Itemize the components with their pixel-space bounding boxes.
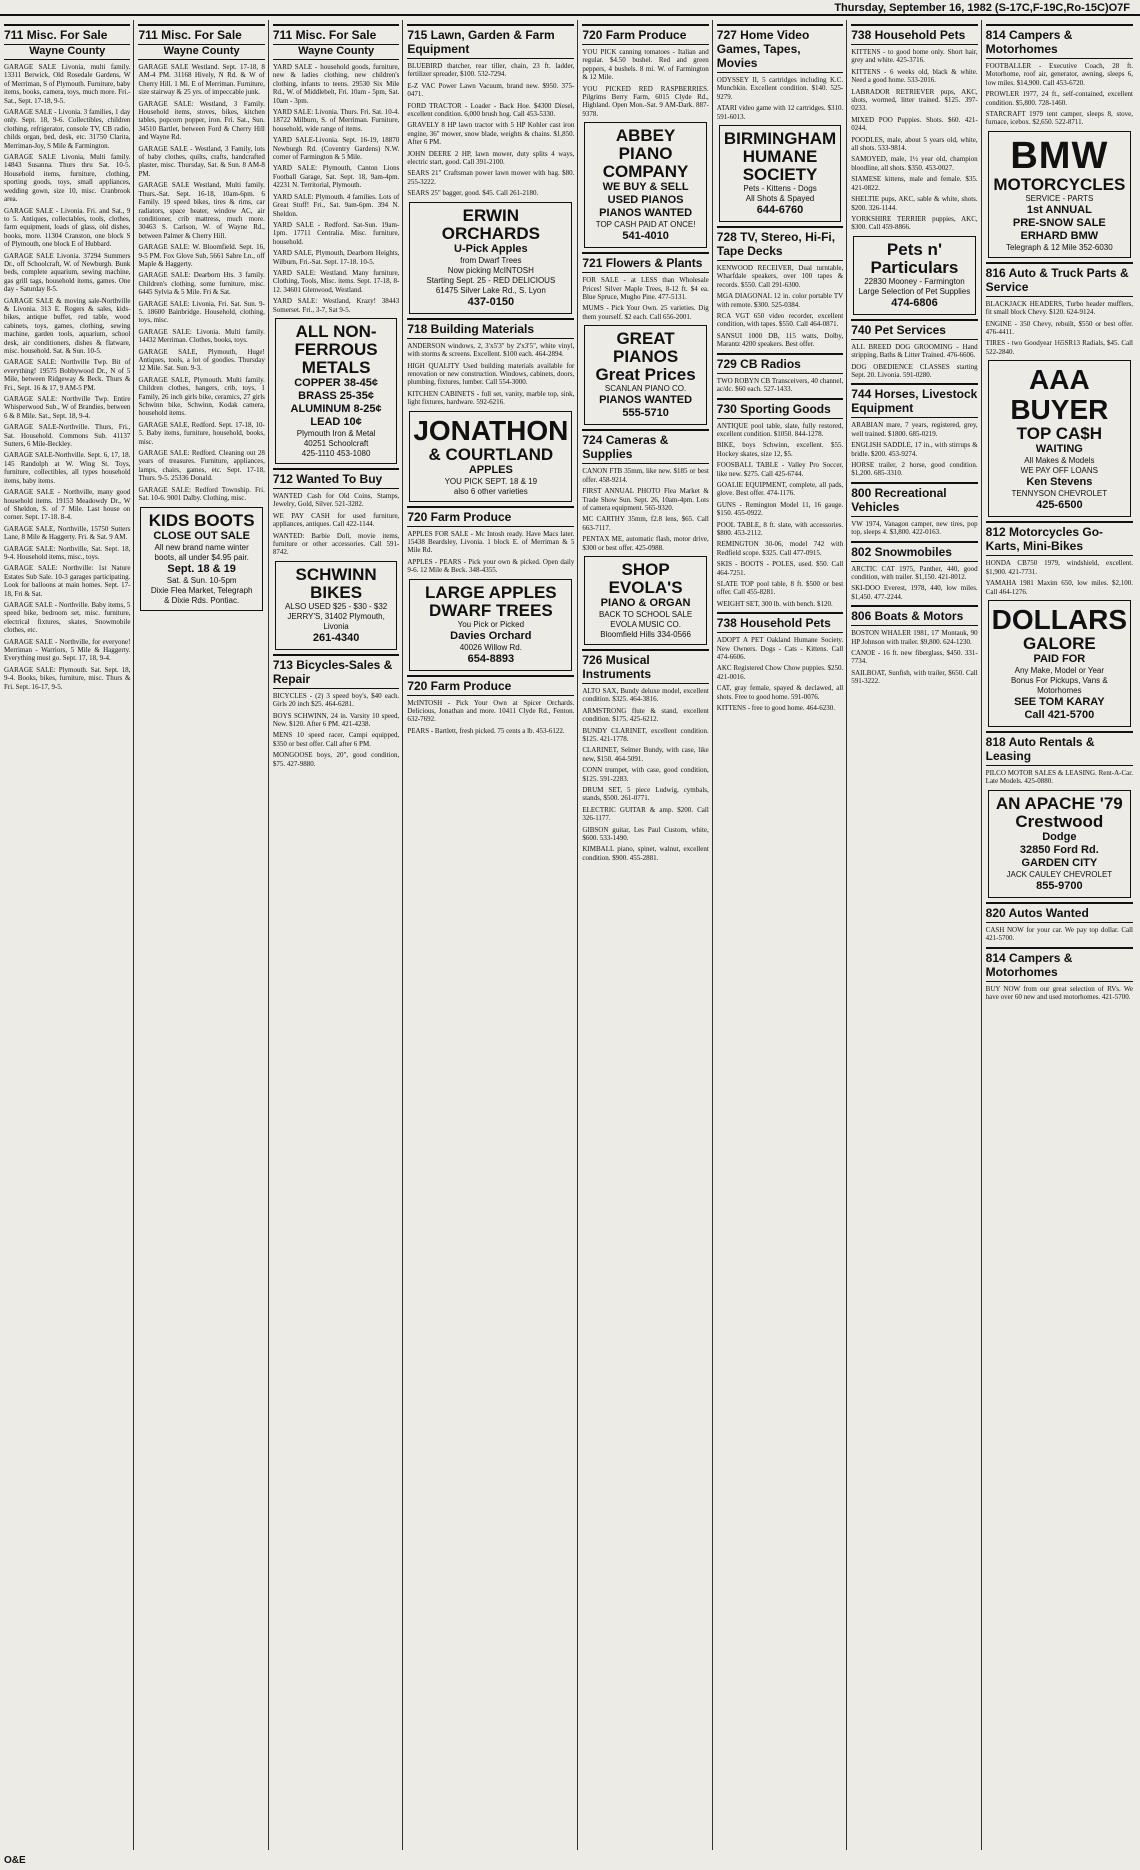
classified-ad: KITTENS - 6 weeks old, black & white. Need a good home. 533-2016. bbox=[851, 67, 978, 85]
section-heading: 800 Recreational Vehicles bbox=[851, 482, 977, 517]
classified-ad: GARAGE SALE: W. Bloomfield. Sept. 16, 9-5 PM. Fox Glove Sub, 5661 Sabre Ln., off Maple & Haggerty. bbox=[138, 243, 265, 268]
classified-ad: GARAGE SALE: Redford. Cleaning out 28 years of treasures. Furniture, appliances, lamps, chairs, games, etc. Sept. 17-18, Thurs. 9-5. 25336 Donald. bbox=[138, 449, 265, 483]
display-ad-line: SEE TOM KARAY bbox=[1014, 695, 1105, 708]
display-ad-box bbox=[988, 131, 1131, 258]
display-ad-line: DWARF TREES bbox=[428, 600, 553, 620]
section-heading: 816 Auto & Truck Parts & Service bbox=[986, 262, 1133, 297]
classified-ad: GOALIE EQUIPMENT, complete, all pads, glove. Best offer. 474-1176. bbox=[716, 480, 844, 498]
classified-ad: SLATE TOP pool table, 8 ft. $500 or best offer. Call 455-8281. bbox=[716, 580, 844, 597]
classified-ad: MUMS - Pick Your Own. 25 varieties. Dig them yourself. $2 each. Call 656-2001. bbox=[582, 304, 709, 321]
classified-ad: SHELTIE pups, AKC, sable & white, shots. $200. 326-1144. bbox=[851, 195, 978, 212]
column-3 bbox=[273, 20, 403, 1850]
classified-ad: REMINGTON 30-06, model 742 with Redfield scope. $325. Call 477-0915. bbox=[716, 540, 844, 557]
display-ad-line: TENNYSON CHEVROLET bbox=[1011, 489, 1108, 499]
display-ad-line: LARGE APPLES bbox=[425, 582, 557, 602]
classified-ad: LABRADOR RETRIEVER pups, AKC, shots, wormed, litter trained. $125. 397-0233. bbox=[851, 87, 978, 113]
classified-ad: STARCRAFT 1979 tent camper, sleeps 8, stove, furnace, icebox. $2,650. 522-8711. bbox=[985, 110, 1133, 127]
display-ad-line: Plymouth Iron & Metal bbox=[296, 428, 376, 438]
display-ad-box bbox=[275, 561, 397, 650]
classified-ad: ODYSSEY II, 5 cartridges including K.C. Munchkin. Excellent condition. $140. 525-9279. bbox=[716, 76, 844, 101]
display-ad-line: 425-1110 453-1080 bbox=[301, 448, 371, 458]
classified-ad: ARABIAN mare, 7 years, registered, grey, well trained. $1800. 685-0219. bbox=[851, 421, 978, 438]
display-ad-box bbox=[409, 411, 572, 502]
section-heading: 712 Wanted To Buy bbox=[273, 468, 399, 489]
classified-ad: KITTENS - free to good home. 464-6230. bbox=[716, 704, 835, 713]
section-heading: 724 Cameras & Supplies bbox=[582, 429, 708, 464]
classified-ad: WANTED Cash for Old Coins, Stamps, Jewelry, Gold, Silver. 521-3282. bbox=[272, 491, 400, 509]
classified-ad: WANTED: Barbie Doll, movie items, furniture or other accessories. Call 591-8742. bbox=[272, 531, 400, 557]
display-ad-line: Dixie Flea Market, Telegraph bbox=[150, 585, 253, 595]
classified-ad: YARD SALE: Plymouth. 4 families. Lots of Great Stuff! Fri., Sat. 9am-6pm. 394 N. Sheldon. bbox=[272, 192, 400, 218]
classified-ad: MIXED POO Puppies. Shots. $60. 421-0244. bbox=[851, 115, 978, 133]
classified-ad: KITTENS - to good home only. Short hair, grey and white. 425-3716. bbox=[851, 48, 978, 65]
classified-ad: GARAGE SALE: Northville Twp. Bit of everything! 19575 Bobbywood Dr., N of 5 Mile, between Ridgeway & Beck. Thurs & Fri., Sept. 16 & 17, 9 AM-5 PM. bbox=[4, 358, 131, 392]
display-ad-line: boots, all under $4.95 pair. bbox=[154, 552, 249, 562]
display-ad-line: EVOLA MUSIC CO. bbox=[610, 619, 681, 629]
classified-ad: VW 1974, Vanagon camper, new tires, pop top, sleeps 4. $3,800. 422-0163. bbox=[851, 519, 978, 537]
classified-ad: CAT, gray female, spayed & declawed, all shots. Free to good home. 591-0076. bbox=[716, 684, 844, 701]
section-heading: 713 Bicycles-Sales & Repair bbox=[273, 654, 399, 689]
classified-ad: YOU PICK canning tomatoes - Italian and regular. $4.50 bushel. Red and green peppers, 4 bushels. 8 mi. W. of Farmington & 12 Mile. bbox=[582, 48, 709, 82]
classified-ad: GARAGE SALE - Northville, for everyone! Merriman - Warriors, 5 Mile & Haggerty. Everything must go. Sept. 17, 18, 9-4. bbox=[4, 637, 131, 663]
classified-ad: ATARI video game with 12 cartridges. $310. 591-6013. bbox=[716, 104, 844, 121]
classified-ad: YARD SALE - household goods, furniture, new & ladies clothing, new children's clothing, infants to teens. 29530 Six Mile Rd., W. of Middlebelt, Fri. 10am - 5pm, Sat. 10am - 3pm. bbox=[272, 63, 400, 105]
classified-ad: WE PAY CASH for used furniture, appliances, antiques. Call 422-1144. bbox=[272, 511, 400, 529]
classified-ad: TWO ROBYN CB Transceivers, 40 channel, ac/dc. $60 each. 527-1433. bbox=[716, 376, 844, 394]
classified-ad: HONDA CB750 1979, windshield, excellent. $1,900. 421-7731. bbox=[985, 559, 1133, 576]
page-code: O&E bbox=[4, 1855, 26, 1866]
display-ad-line: MOTORCYCLES bbox=[993, 174, 1126, 194]
display-ad-line: Call 421-5700 bbox=[1024, 708, 1095, 721]
top-rule bbox=[0, 14, 1140, 16]
classified-ad: KENWOOD RECEIVER, Dual turntable, Wharfdale speakers, over 100 tapes & records. $550. Call 291-6300. bbox=[716, 264, 844, 289]
display-ad-line: BIRMINGHAM HUMANE bbox=[723, 129, 837, 167]
display-ad-line: PIANO & ORGAN bbox=[600, 596, 691, 609]
classified-ad: GARAGE SALE: Dearborn Hts. 3 family. Children's clothing, some furniture, misc. 6445 Sylvia & 5 Mile. Fri & Sat. bbox=[138, 271, 265, 297]
classified-ad: YOU PICKED RED RASPBERRIES. Pilgrims Berry Farm, 6015 Clyde Rd., Highland. Open Mon.-Sat. 9 AM-Dark. 887-9378. bbox=[582, 84, 709, 118]
section-heading: 730 Sporting Goods bbox=[717, 398, 843, 419]
display-ad-line: Bonus For Pickups, Vans & Motorhomes bbox=[1010, 675, 1108, 695]
classified-ad: MGA DIAGONAL 12 in. color portable TV with remote. $300. 525-0384. bbox=[716, 292, 844, 309]
classified-ad: YARD SALE: Westland. Many furniture, Clothing, Tools, Misc. items. Sept. 17-18, 8-12. 34601 Glenwood, Westland. bbox=[272, 268, 400, 294]
classified-ad: HIGH QUALITY Used building materials available for renovation or new construction. Windows, cabinets, doors, plumbing, fixtures, lumber. Call 554-3000. bbox=[407, 361, 575, 387]
classified-ad: GARAGE SALE Livonia, Multi family. 14843 Susanna. Thurs thru Sat. 10-5. Household items, furniture, clothing, sporting goods, toys, small appliances, wedding gown, size 10, misc. Cranbrook area. bbox=[4, 153, 131, 204]
classified-ad: GARAGE SALE: Livonia, Fri. Sat. Sun. 9-5. 18600 Bainbridge. Household, clothing, toys, misc. bbox=[138, 299, 265, 325]
display-ad-line: All Makes & Models bbox=[1024, 456, 1095, 466]
classified-ad: PROWLER 1977, 24 ft., self-contained, excellent condition. $5,800. 728-1460. bbox=[985, 90, 1133, 107]
display-ad-line: All Shots & Spayed bbox=[745, 194, 815, 204]
display-ad-line: DOLLARS bbox=[991, 603, 1127, 635]
classified-ad: HORSE trailer, 2 horse, good condition. $1,200. 685-3310. bbox=[851, 460, 978, 478]
display-ad-line: 1st ANNUAL bbox=[1026, 203, 1092, 216]
section-heading: 726 Musical Instruments bbox=[582, 649, 708, 684]
display-ad-line: 40251 Schoolcraft bbox=[303, 438, 369, 448]
classified-ad: GARAGE SALE Livonia. 37294 Summers Dr., off Schoolcraft, W. of Newburgh. Bunk beds, complete aquarium, sewing machine, gas grill tags, household items, games. One day - Saturday 8-5. bbox=[4, 251, 131, 294]
classified-ad: YARD SALE: Westland, Krazy! 38443 Somerset. Fri., 3-7, Sat 9-5. bbox=[272, 297, 400, 314]
classified-ad: ANDERSON windows, 2, 3'x5'3" by 2'x3'5", white vinyl, with storms & screens. Excellent. $100 each. 464-2894. bbox=[407, 341, 575, 359]
display-ad-line: Now picking McINTOSH bbox=[447, 265, 534, 275]
display-ad-line: SOCIETY bbox=[742, 165, 818, 185]
display-ad-line: GREAT PIANOS bbox=[612, 329, 679, 367]
display-ad-box bbox=[988, 600, 1131, 727]
classified-ad: PEARS - Bartlett, fresh picked. 75 cents a lb. 453-6122. bbox=[407, 726, 565, 735]
classified-ad: DOG OBEDIENCE CLASSES starting Sept. 20. Livonia. 591-0280. bbox=[851, 362, 978, 379]
display-ad-line: 40026 Willow Rd. bbox=[459, 642, 522, 652]
classified-ad: AKC Registered Chow Chow puppies. $250. 421-0016. bbox=[716, 664, 844, 681]
display-ad-line: GALORE bbox=[1022, 633, 1096, 653]
section-subheading: Wayne County bbox=[138, 45, 264, 60]
classified-ad: GARAGE SALE - Livonia. Fri. and Sat., 9 to 5. Antiques, collectables, tools, clothes, farm equipment, loads of glass, old dishes, books, more. 11304 Cranston, one block S of Plymouth, one block E of Hubbard. bbox=[4, 206, 131, 249]
display-ad-line: 644-6760 bbox=[756, 204, 804, 217]
classified-ad: GARAGE SALE, Plymouth. Multi family. Children clothes, hangers, crib, toys, 1 Family, 26 inch girls bike, ceramics, 27 girls Schwinn bike, Schwinn, Kodak camera, household items. bbox=[138, 375, 265, 418]
display-ad-line: PIANOS WANTED bbox=[599, 207, 693, 220]
column-6 bbox=[717, 20, 847, 1850]
display-ad-line: ALSO USED $25 - $30 - $32 bbox=[284, 601, 388, 611]
display-ad-box bbox=[584, 122, 706, 248]
display-ad-line: SCHWINN BIKES bbox=[295, 564, 377, 602]
classified-ad: GUNS - Remington Model 11, 16 gauge. $150. 455-0922. bbox=[716, 500, 844, 518]
display-ad-line: SHOP EVOLA'S bbox=[608, 559, 683, 597]
classified-ad: ALTO SAX, Bundy deluxe model, excellent condition. $325. 464-3816. bbox=[582, 686, 709, 704]
section-heading: 818 Auto Rentals & Leasing bbox=[986, 731, 1133, 766]
classified-ad: YARD SALE, Plymouth, Dearborn Heights, Wilburn, Fri.-Sat. Sept. 17-18. 10-5. bbox=[272, 249, 400, 266]
classified-ad: CANON FTB 35mm, like new. $185 or best offer. 458-9214. bbox=[582, 467, 709, 484]
classified-ad: GARAGE SALE: Redford Township. Fri. Sat. 10-6. 9001 Dalby. Clothing, misc. bbox=[138, 485, 265, 503]
column-1 bbox=[4, 20, 134, 1850]
classified-ad: CANOE - 16 ft. new fiberglass, $450. 331-7734. bbox=[851, 649, 978, 666]
classified-ad: GARAGE SALE - Livonia. 3 families, 1 day only. Sept. 18, 9-6. Collectibles, children clothing, refrigerator, console TV, CB radio, childs organ, bed, desk, etc. 31750 Clarita, Merriman-Joy, S Mile & Farmington. bbox=[4, 108, 131, 150]
section-heading: 727 Home Video Games, Tapes, Movies bbox=[717, 24, 843, 73]
section-heading: 711 Misc. For Sale bbox=[138, 24, 264, 45]
classified-ad: BOSTON WHALER 1981, 17' Montauk, 90 HP Johnson with trailer. $9,800. 624-1230. bbox=[851, 629, 978, 646]
section-heading: 820 Autos Wanted bbox=[986, 902, 1133, 923]
display-ad-box bbox=[584, 556, 706, 645]
classified-ad: YORKSHIRE TERRIER puppies, AKC, $300. Call 459-8866. bbox=[851, 214, 978, 232]
display-ad-line: 437-0150 bbox=[467, 295, 515, 308]
display-ad-line: also 6 other varieties bbox=[453, 486, 528, 496]
classified-ad: APPLES FOR SALE - Mc Intosh ready. Have Macs later. 15438 Beardsley, Livonia. 1 block E. of Merriman & 5 Mile Rd. bbox=[407, 529, 575, 555]
display-ad-line: ERWIN ORCHARDS bbox=[441, 205, 540, 243]
section-heading: 715 Lawn, Garden & Farm Equipment bbox=[407, 24, 574, 59]
classified-columns bbox=[4, 20, 1136, 1850]
classified-ad: POODLES, male, about 5 years old, white, all shots. 533-9814. bbox=[851, 135, 978, 153]
classified-ad: RCA VGT 650 video recorder, excellent condition, with tapes. $550. Call 464-0871. bbox=[716, 312, 844, 329]
display-ad-line: APPLES bbox=[468, 463, 513, 476]
classified-ad: JOHN DEERE 2 HP, lawn mower, duty splits 4 ways, electric start, good. Call 391-2100. bbox=[407, 149, 575, 167]
display-ad-box bbox=[409, 579, 572, 671]
display-ad-line: SCANLAN PIANO CO. bbox=[604, 384, 687, 394]
classified-ad: FIRST ANNUAL PHOTO Flea Market & Trade Show Sun. Sept. 26, 10am-4pm. Lots of camera equipment. 565-9320. bbox=[582, 487, 709, 512]
display-ad-box bbox=[853, 236, 975, 315]
classified-ad: GARAGE SALE: Livonia. Multi family. 14432 Merriman. Clothes, books, toys. bbox=[138, 327, 265, 345]
classified-ad: CONN trumpet, with case, good condition, $125. 591-2283. bbox=[582, 766, 709, 783]
classified-ad: SANSUI 1000 DB, 115 watts, Dolby, Marantz 4200 speakers. Best offer. bbox=[716, 331, 844, 349]
classified-ad: MONGOOSE boys, 20", good condition, $75. 427-9880. bbox=[272, 751, 400, 768]
classified-ad: FOOTBALLER - Executive Coach, 28 ft. Motorhome, roof air, generator, awning, sleeps 6, low miles. $14,900. Call 453-6720. bbox=[985, 62, 1133, 87]
classified-ad: GARAGE SALE, Northville, 15750 Sutters Lane, 8 Mile & Haggerty. Fri. & Sat. 9 AM. bbox=[4, 524, 131, 542]
display-ad-line: You Pick or Picked bbox=[457, 619, 525, 629]
section-heading: 738 Household Pets bbox=[717, 612, 843, 633]
classified-ad: SEARS 25" bagger, good. $45. Call 261-2180. bbox=[407, 189, 539, 198]
classified-ad: SEARS 21" Craftsman power lawn mower with bag. $80. 255-3222. bbox=[407, 169, 575, 186]
classified-ad: YAMAHA 1981 Maxim 650, low miles. $2,100. Call 464-1276. bbox=[985, 579, 1133, 596]
classified-ad: GRAVELY 8 HP lawn tractor with 5 HP Kohler cast iron engine, 36" mower, snow blade, weights & chains. $1,850. After 6 PM. bbox=[407, 121, 575, 147]
display-ad-line: METALS bbox=[301, 357, 371, 377]
section-heading: 721 Flowers & Plants bbox=[582, 252, 708, 273]
display-ad-line: TOP CA$H bbox=[1016, 424, 1102, 444]
classified-ad: ANTIQUE pool table, slate, fully restored, excellent condition. $1050. 844-1278. bbox=[716, 421, 844, 438]
display-ad-line: GARDEN CITY bbox=[1021, 856, 1098, 869]
display-ad-line: 32850 Ford Rd. bbox=[1019, 843, 1099, 856]
display-ad-line: Large Selection of Pet Supplies bbox=[858, 286, 971, 296]
classified-ad: GARAGE SALE & moving sale-Northville & Livonia. 313 E. Rogers & sales, kids-bikes, antique buffet, red table, wood cabinets, toys, games, clothing, sewing machine, garden tools, aquarium, school desk, air conditioners, dishes & flatware, misc. household. Sat. & Sun. 10-5. bbox=[4, 296, 131, 355]
display-ad-line: ALUMINUM 8-25¢ bbox=[290, 402, 382, 415]
classified-ad: YARD SALE: Livonia. Thurs. Fri. Sat. 10-4. 18722 Milburn, S. of Merriman. Furniture, household, wide range of items. bbox=[272, 108, 400, 133]
section-heading: 802 Snowmobiles bbox=[851, 541, 977, 562]
section-subheading: Wayne County bbox=[273, 45, 399, 60]
classified-ad: GARAGE SALE: Northville Twp. Entire Whisperwood Sub., W of Brandies, between 6 & 8 Mile. Sat., Sept. 18, 9-4. bbox=[4, 395, 131, 420]
classified-ad: SKIS - BOOTS - POLES, used. $50. Call 464-7251. bbox=[716, 560, 844, 577]
display-ad-line: Sept. 18 & 19 bbox=[167, 562, 236, 575]
section-heading: 720 Farm Produce bbox=[407, 506, 574, 527]
classified-ad: GARAGE SALE Westland, Multi family. Thurs.-Sat. Sept. 16-18, 10am-6pm. 6 Family. 19 speed bikes, tires & rims, car radiators, space heater, window AC, air conditioner, crib mattress, much more. 30463 S. Carlson, W. of Wayne Rd., between Palmer & Cherry Hill. bbox=[138, 181, 265, 240]
display-ad-line: U-Pick Apples bbox=[454, 242, 528, 255]
display-ad-line: BACK TO SCHOOL SALE bbox=[598, 609, 693, 619]
display-ad-box bbox=[719, 125, 841, 222]
section-heading: 806 Boats & Motors bbox=[851, 605, 977, 626]
classified-ad: DRUM SET, 5 piece Ludwig, cymbals, stands, $500. 261-0771. bbox=[582, 786, 709, 803]
display-ad-line: 261-4340 bbox=[312, 631, 360, 644]
classified-ad: SAILBOAT, Sunfish, with trailer, $650. Call 591-3222. bbox=[851, 668, 978, 686]
classified-ad: McINTOSH - Pick Your Own at Spicer Orchards. Delicious, Jonathan and more. 10411 Clyde Rd., Fenton. 632-7692. bbox=[407, 698, 575, 724]
classified-ad: GARAGE SALE - Northville, many good household items. 19153 Meadowdy Dr., W of Sheldon, S. of 7 Mile. Last house on corner. Sept. 17-18. 8-4. bbox=[4, 488, 131, 522]
classified-ad: YARD SALE: Plymouth, Canton Lions Football Garage, Sat. Sept. 18, 9am-4pm. 42231 N. Territorial, Plymouth. bbox=[272, 164, 400, 190]
classified-ad: SAMOYED, male, 1½ year old, champion bloodline, all shots. $350. 453-0027. bbox=[851, 155, 978, 172]
display-ad-line: COPPER 38-45¢ bbox=[294, 376, 378, 389]
display-ad-line: Bloomfield Hills 334-0566 bbox=[600, 629, 691, 639]
display-ad-line: from Dwarf Trees bbox=[460, 255, 522, 265]
column-7 bbox=[851, 20, 981, 1850]
classified-ad: PENTAX ME, automatic flash, motor drive, $300 or best offer. 425-0988. bbox=[582, 535, 709, 552]
classified-ad: BOYS SCHWINN, 24 in. Varsity 10 speed, New. $120. After 6 PM. 421-4238. bbox=[272, 711, 400, 729]
classified-ad: CASH NOW for your car. We pay top dollar. Call 421-5700. bbox=[985, 925, 1133, 943]
classified-ad: GARAGE SALE, Plymouth, Huge! Antiques, tools, a lot of goodies. Thursday 12 Mile. Sat. Sun. 9-3. bbox=[138, 347, 265, 373]
classified-ad: GARAGE SALE: Northville: 1st Nature Estates Sub Sale. 10-3 garages participating. Look for balloons at main homes. Sept. 17-18, Fri & Sat. bbox=[4, 564, 131, 598]
section-heading: 814 Campers & Motorhomes bbox=[986, 24, 1133, 59]
display-ad-line: USED PIANOS bbox=[607, 194, 684, 207]
classified-ad: KIMBALL piano, spinet, walnut, excellent condition. $900. 455-2881. bbox=[582, 845, 709, 862]
classified-ad: BLACKJACK HEADERS, Turbo header mufflers, fit small block Chevy. $120. 624-9124. bbox=[985, 299, 1133, 317]
display-ad-line: Any Make, Model or Year bbox=[1014, 665, 1105, 675]
display-ad-line: & COURTLAND bbox=[428, 444, 554, 464]
classified-ad: ENGLISH SADDLE, 17 in., with stirrups & bridle. $200. 453-9274. bbox=[851, 441, 978, 458]
display-ad-line: 541-4010 bbox=[622, 230, 669, 243]
classified-ad: ELECTRIC GUITAR & amp. $200. Call 326-1177. bbox=[582, 805, 709, 823]
display-ad-line: ABBEY PIANO COMPANY bbox=[602, 126, 689, 182]
classified-ad: MENS 10 speed racer, Campi equipped, $350 or best offer. Call after 6 PM. bbox=[272, 731, 400, 748]
classified-ad: YARD SALE - Redford. Sat-Sun. 19am-1pm. 17711 Centralia. Misc. furniture, household. bbox=[272, 220, 400, 246]
display-ad-line: PRE-SNOW SALE bbox=[1012, 216, 1106, 229]
classified-ad: ENGINE - 350 Chevy, rebuilt, $550 or best offer. 476-4411. bbox=[985, 319, 1133, 337]
display-ad-line: LEAD 10¢ bbox=[310, 415, 362, 428]
column-4 bbox=[407, 20, 578, 1850]
display-ad-line: WAITING bbox=[1035, 443, 1083, 456]
display-ad-line: All new brand name winter bbox=[154, 542, 249, 552]
display-ad-line: 22830 Mooney - Farmington bbox=[864, 276, 965, 286]
classified-ad: BUY NOW from our great selection of RVs. We have over 60 new and used motorhomes. 421-5700. bbox=[985, 984, 1133, 1001]
section-heading: 711 Misc. For Sale bbox=[273, 24, 399, 45]
section-heading: 711 Misc. For Sale bbox=[4, 24, 130, 45]
display-ad-line: Pets - Kittens - Dogs bbox=[743, 184, 817, 194]
display-ad-line: Telegraph & 12 Mile 352-6030 bbox=[1005, 242, 1113, 252]
classified-ad: GARAGE SALE: Northville, Sat. Sept. 18, 9-4. Household items, misc., toys. bbox=[4, 544, 131, 561]
classified-ad: GARAGE SALE Livonia, multi family. 13311 Berwick, Old Rosedale Gardens, W of Merriman, S of Plymouth. Furniture, baby items, books, camera, toys, much more. Fri.-Sat., Sept. 17-18, 9-5. bbox=[4, 63, 131, 105]
section-heading: 718 Building Materials bbox=[407, 318, 574, 339]
display-ad-line: 474-6806 bbox=[891, 296, 938, 309]
classified-ad: E-Z VAC Power Lawn Vacuum, brand new. $950. 375-0471. bbox=[407, 81, 575, 99]
section-heading: 720 Farm Produce bbox=[407, 675, 574, 696]
section-heading: 729 CB Radios bbox=[717, 353, 843, 374]
display-ad-line: Great Prices bbox=[595, 365, 696, 385]
classified-ad: FORD TRACTOR - Loader - Back Hoe. $4300 Diesel, excellent condition. 6,000 brush hog. Call 453-5330. bbox=[407, 101, 575, 119]
display-ad-box bbox=[275, 318, 397, 464]
display-ad-line: 555-5710 bbox=[622, 407, 669, 420]
display-ad-line: 654-8893 bbox=[467, 652, 515, 665]
section-heading: 720 Farm Produce bbox=[582, 24, 708, 45]
display-ad-box bbox=[988, 790, 1131, 898]
display-ad-line: TOP CASH PAID AT ONCE! bbox=[595, 220, 696, 230]
display-ad-line: PAID FOR bbox=[1033, 652, 1086, 665]
display-ad-line: JONATHON bbox=[413, 414, 569, 446]
classified-ad: FOR SALE - at LESS than Wholesale Prices! Silver Maple Trees, 8-12 ft. $4 ea. Blue Spruce, Mugho Pine. 477-5131. bbox=[582, 276, 709, 302]
classified-ad: SIAMESE kittens, male and female. $35. 421-0822. bbox=[851, 175, 978, 192]
column-2 bbox=[138, 20, 268, 1850]
classified-ad: BICYCLES - (2) 3 speed boy's, $40 each. Girls 20 inch $25. 464-6281. bbox=[272, 691, 400, 709]
classified-ad: ARCTIC CAT 1975, Panther, 440, good condition, with trailer. $1,150. 421-8012. bbox=[851, 564, 978, 581]
classified-ad: MC CARTHY 35mm, f2.8 lens, $65. Call 663-7117. bbox=[582, 515, 709, 532]
display-ad-line: YOU PICK SEPT. 18 & 19 bbox=[444, 476, 538, 486]
display-ad-line: Pets n' Particulars bbox=[870, 239, 959, 277]
display-ad-line: BMW bbox=[1010, 134, 1109, 177]
classified-ad: APPLES - PEARS - Pick your own & picked. Open daily 9-6. 12 Mile & Beck. 348-4355. bbox=[407, 557, 575, 575]
display-ad-line: SERVICE - PARTS bbox=[1025, 193, 1094, 203]
display-ad-line: Crestwood bbox=[1015, 811, 1104, 831]
section-heading: 744 Horses, Livestock Equipment bbox=[851, 383, 977, 418]
display-ad-line: JERRY'S, 31402 Plymouth, Livonia bbox=[287, 611, 385, 631]
display-ad-box bbox=[988, 360, 1131, 517]
classified-ad: GARAGE SALE-Northville. Sept. 6, 17, 18. 145 Randolph at W. Wing St. Toys, furniture, collectibles, all types household items, baby items. bbox=[4, 451, 131, 485]
classified-ad: BUNDY CLARINET, excellent condition. $125. 421-1778. bbox=[582, 726, 709, 743]
display-ad-line: 425-6500 bbox=[1036, 499, 1083, 512]
classified-ad: CLARINET, Selmer Bundy, with case, like new, $150. 464-5091. bbox=[582, 746, 709, 763]
classified-ad: YARD SALE-Livonia. Sept. 16-19, 18870 Newburgh Rd. (Coventry Gardens) N.W. corner of Farmington & 5 Mile. bbox=[272, 136, 400, 162]
section-heading: 728 TV, Stereo, Hi-Fi, Tape Decks bbox=[717, 226, 843, 261]
display-ad-line: Davies Orchard bbox=[450, 629, 532, 642]
display-ad-line: JACK CAULEY CHEVROLET bbox=[1006, 869, 1113, 879]
section-heading: 812 Motorcycles Go-Karts, Mini-Bikes bbox=[986, 521, 1133, 556]
classified-ad: GARAGE SALE, Redford. Sept. 17-18, 10-5. Baby items, furniture, household, books, misc. bbox=[138, 420, 265, 446]
section-heading: 738 Household Pets bbox=[851, 24, 977, 45]
display-ad-box bbox=[584, 325, 706, 425]
column-8 bbox=[986, 20, 1136, 1850]
display-ad-line: & Dixie Rds. Pontiac. bbox=[164, 595, 240, 605]
classified-ad: BIKE, boys Schwinn, excellent. $55. Hockey skates, size 12, $5. bbox=[716, 441, 844, 458]
classified-ad: SKI-DOO Everest, 1978, 440, low miles. $1,450. 477-2244. bbox=[851, 584, 978, 601]
classified-ad: GARAGE SALE-Northville. Thurs, Fri., Sat. Household. Commons Sub. 41137 Sutters, 6 Mile-Beckley. bbox=[4, 423, 131, 449]
section-subheading: Wayne County bbox=[4, 45, 130, 60]
classified-ad: POOL TABLE, 8 ft. slate, with accessories. $800. 453-2112. bbox=[716, 520, 844, 537]
display-ad-line: Sat. & Sun. 10-5pm bbox=[166, 575, 237, 585]
display-ad-line: AAA BUYER bbox=[1010, 364, 1109, 426]
section-heading: 740 Pet Services bbox=[851, 319, 977, 340]
classified-ad: TIRES - two Goodyear 165SR13 Radials, $45. Call 522-2840. bbox=[985, 339, 1133, 356]
dateline: Thursday, September 16, 1982 (S-17C,F-19C,Ro-15C)O7F bbox=[834, 2, 1130, 14]
classified-ad: ARMSTRONG flute & stand, excellent condition. $175. 425-6212. bbox=[582, 706, 709, 724]
classified-ad: GARAGE SALE Westland. Sept. 17-18, 8 AM-4 PM. 31168 Hively, N Rd. & W of Cherry Hill. 1 Mi. E of Merriman. Furniture, size stairway & 25 yrs. of impeccable junk. bbox=[138, 63, 265, 97]
display-ad-line: KIDS BOOTS bbox=[148, 510, 255, 530]
classified-ad: BLUEBIRD thatcher, rear tiller, chain, 23 ft. ladder, fertilizer spreader, $100. 532-7294. bbox=[407, 62, 575, 79]
column-5 bbox=[582, 20, 712, 1850]
classified-ad: GIBSON guitar, Les Paul Custom, white, $600. 533-1490. bbox=[582, 825, 709, 843]
classified-ad: FOOSBALL TABLE - Valley Pro Soccer, like new. $275. Call 425-6744. bbox=[716, 461, 844, 478]
classified-ad: PILCO MOTOR SALES & LEASING. Rent-A-Car. Late Models. 425-0880. bbox=[985, 768, 1133, 786]
section-heading: 814 Campers & Motorhomes bbox=[986, 947, 1133, 982]
display-ad-line: ALL NON-FERROUS bbox=[294, 321, 378, 359]
classified-ad: GARAGE SALE: Westland, 3 Family. Household items, stoves, bikes, kitchen tables, popcorn popper, iron. Fri. Sat., Sun. 34510 Bartlet, between Ford & Cherry Hill and Wayne Rd. bbox=[138, 99, 265, 142]
classified-ad: ALL BREED DOG GROOMING - Hand stripping, Baths & Litter Trained. 476-6606. bbox=[851, 342, 978, 360]
display-ad-line: PIANOS WANTED bbox=[599, 394, 693, 407]
display-ad-line: WE BUY & SELL bbox=[602, 181, 689, 194]
classified-ad: GARAGE SALE: Plymouth. Sat. Sept. 18, 9-4. Books, bikes, furniture, misc. Thurs & Fri. Sept. 16-17, 9-5. bbox=[4, 665, 131, 691]
display-ad-box bbox=[409, 202, 572, 314]
display-ad-line: Starting Sept. 25 - RED DELICIOUS bbox=[426, 275, 556, 285]
display-ad-line: ERHARD BMW bbox=[1020, 229, 1099, 242]
display-ad-line: AN APACHE '79 bbox=[995, 793, 1123, 813]
classified-ad: KITCHEN CABINETS - full set, vanity, marble top, sink, light fixtures, hardware. 592-6216. bbox=[407, 389, 575, 407]
display-ad-line: Ken Stevens bbox=[1026, 476, 1093, 489]
classified-ad: GARAGE SALE - Northville. Baby items, 5 speed bike, bedroom set, misc. furniture, electrical fixtures, skates, Snowmobile clothes, etc. bbox=[4, 600, 131, 635]
display-ad-box bbox=[140, 507, 262, 611]
display-ad-line: Dodge bbox=[1042, 830, 1077, 843]
classified-ad: WEIGHT SET, 300 lb. with bench. $120. bbox=[716, 599, 833, 608]
classified-ad: ADOPT A PET Oakland Humane Society. New Owners. Dogs - Cats - Kittens. Call 474-6606. bbox=[716, 636, 844, 662]
display-ad-line: CLOSE OUT SALE bbox=[153, 529, 250, 542]
display-ad-line: 855-9700 bbox=[1036, 879, 1083, 892]
display-ad-line: 61475 Silver Lake Rd., S. Lyon bbox=[435, 285, 546, 295]
classified-ad: GARAGE SALE - Westland, 3 Family, lots of baby clothes, quilts, crafts, handcrafted plaster, misc. Thursday, Sat. & Sun. 8 AM-8 PM. bbox=[138, 144, 265, 178]
display-ad-line: WE PAY OFF LOANS bbox=[1020, 466, 1099, 476]
display-ad-line: BRASS 25-35¢ bbox=[298, 389, 374, 402]
